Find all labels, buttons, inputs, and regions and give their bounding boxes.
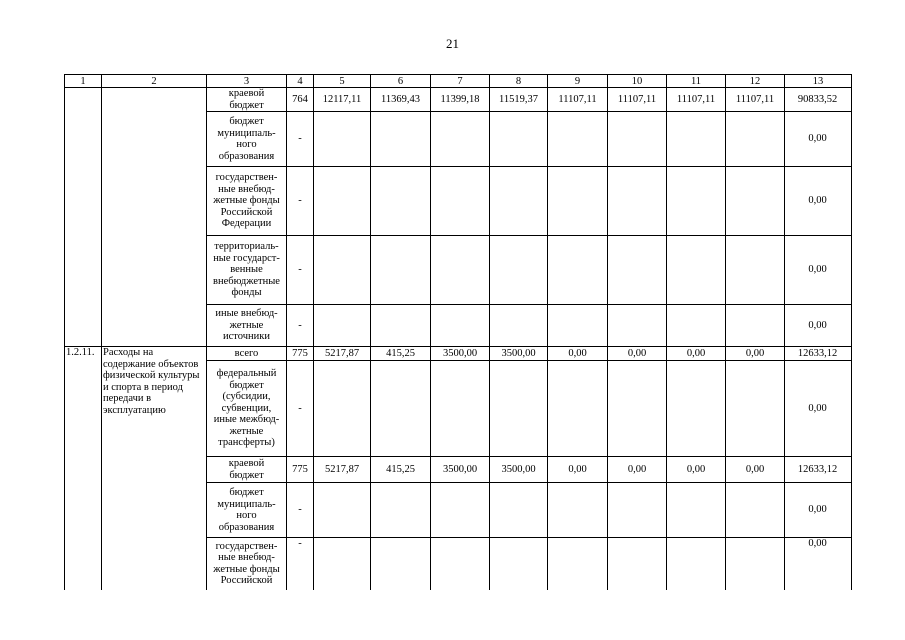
column-header: 13 <box>785 75 852 88</box>
value-cell <box>431 361 490 457</box>
value-cell <box>726 236 785 305</box>
value-cell <box>726 483 785 538</box>
value-cell <box>548 236 608 305</box>
value-cell: 0,00 <box>667 347 726 361</box>
value-cell <box>371 112 431 167</box>
item-number: 1.2.11. <box>65 347 102 590</box>
code-cell: 764 <box>287 88 314 112</box>
value-cell: 0,00 <box>608 457 667 483</box>
total-cell: 0,00 <box>785 483 852 538</box>
funding-source: всего <box>207 347 287 361</box>
column-header: 8 <box>490 75 548 88</box>
value-cell: 11107,11 <box>608 88 667 112</box>
value-cell <box>314 167 371 236</box>
total-cell: 0,00 <box>785 112 852 167</box>
value-cell <box>548 167 608 236</box>
value-cell <box>314 538 371 590</box>
column-header: 7 <box>431 75 490 88</box>
value-cell <box>667 112 726 167</box>
value-cell <box>490 361 548 457</box>
value-cell <box>726 361 785 457</box>
value-cell: 12117,11 <box>314 88 371 112</box>
value-cell <box>314 305 371 347</box>
value-cell: 11399,18 <box>431 88 490 112</box>
funding-source: федеральный бюджет (субсидии, субвенции, иные межбюд- жетные трансферты) <box>207 361 287 457</box>
value-cell: 11369,43 <box>371 88 431 112</box>
value-cell: 3500,00 <box>490 457 548 483</box>
column-header: 12 <box>726 75 785 88</box>
column-header: 4 <box>287 75 314 88</box>
total-cell: 0,00 <box>785 236 852 305</box>
value-cell <box>314 483 371 538</box>
column-header: 9 <box>548 75 608 88</box>
value-cell <box>726 167 785 236</box>
value-cell: 11107,11 <box>667 88 726 112</box>
value-cell: 0,00 <box>667 457 726 483</box>
value-cell <box>608 361 667 457</box>
item-name-cell <box>102 88 207 347</box>
funding-source: бюджет муниципаль- ного образования <box>207 483 287 538</box>
value-cell <box>608 305 667 347</box>
value-cell <box>667 483 726 538</box>
value-cell <box>726 112 785 167</box>
value-cell <box>371 167 431 236</box>
code-cell: 775 <box>287 347 314 361</box>
item-number-cell <box>65 88 102 347</box>
value-cell <box>371 483 431 538</box>
value-cell <box>548 305 608 347</box>
value-cell <box>548 112 608 167</box>
value-cell <box>667 361 726 457</box>
value-cell: 11107,11 <box>726 88 785 112</box>
value-cell <box>314 361 371 457</box>
funding-source: иные внебюд- жетные источники <box>207 305 287 347</box>
value-cell <box>726 305 785 347</box>
code-cell: - <box>287 167 314 236</box>
value-cell: 0,00 <box>608 347 667 361</box>
value-cell: 0,00 <box>726 347 785 361</box>
total-cell: 0,00 <box>785 305 852 347</box>
total-cell: 12633,12 <box>785 347 852 361</box>
column-header: 2 <box>102 75 207 88</box>
column-header: 6 <box>371 75 431 88</box>
value-cell <box>371 236 431 305</box>
page-number: 21 <box>446 36 459 51</box>
table-row <box>65 88 852 112</box>
funding-source: государствен- ные внебюд- жетные фонды Российской <box>207 538 287 590</box>
value-cell <box>371 361 431 457</box>
value-cell: 3500,00 <box>431 457 490 483</box>
value-cell <box>431 236 490 305</box>
value-cell <box>490 167 548 236</box>
column-header: 3 <box>207 75 287 88</box>
total-cell: 90833,52 <box>785 88 852 112</box>
column-header: 5 <box>314 75 371 88</box>
value-cell: 5217,87 <box>314 347 371 361</box>
code-cell: - <box>287 112 314 167</box>
value-cell <box>490 236 548 305</box>
value-cell: 3500,00 <box>490 347 548 361</box>
value-cell: 0,00 <box>726 457 785 483</box>
value-cell <box>490 112 548 167</box>
code-cell: - <box>287 305 314 347</box>
value-cell: 11519,37 <box>490 88 548 112</box>
value-cell <box>608 236 667 305</box>
funding-source: бюджет муниципаль- ного образования <box>207 112 287 167</box>
column-header: 1 <box>65 75 102 88</box>
total-cell: 0,00 <box>785 361 852 457</box>
total-cell: 0,00 <box>785 167 852 236</box>
funding-source: территориаль- ные государст- венные внебюджетные фонды <box>207 236 287 305</box>
value-cell <box>314 236 371 305</box>
column-header: 11 <box>667 75 726 88</box>
table-header-row <box>65 75 852 88</box>
value-cell <box>667 305 726 347</box>
value-cell <box>608 112 667 167</box>
value-cell: 5217,87 <box>314 457 371 483</box>
value-cell: 11107,11 <box>548 88 608 112</box>
value-cell <box>371 305 431 347</box>
value-cell <box>548 361 608 457</box>
value-cell <box>667 538 726 590</box>
code-cell: - <box>287 236 314 305</box>
total-cell: 0,00 <box>785 538 852 590</box>
value-cell <box>431 538 490 590</box>
budget-table <box>64 74 852 590</box>
value-cell <box>608 538 667 590</box>
code-cell: - <box>287 483 314 538</box>
value-cell <box>667 236 726 305</box>
value-cell <box>490 305 548 347</box>
value-cell <box>371 538 431 590</box>
funding-source: государствен- ные внебюд- жетные фонды Российской Федерации <box>207 167 287 236</box>
value-cell: 415,25 <box>371 347 431 361</box>
value-cell <box>431 483 490 538</box>
value-cell: 3500,00 <box>431 347 490 361</box>
funding-source: краевой бюджет <box>207 88 287 112</box>
code-cell: 775 <box>287 457 314 483</box>
value-cell <box>548 538 608 590</box>
value-cell <box>431 112 490 167</box>
value-cell <box>431 167 490 236</box>
value-cell <box>608 167 667 236</box>
value-cell <box>490 538 548 590</box>
total-cell: 12633,12 <box>785 457 852 483</box>
value-cell <box>490 483 548 538</box>
funding-source: краевой бюджет <box>207 457 287 483</box>
value-cell: 0,00 <box>548 347 608 361</box>
value-cell <box>548 483 608 538</box>
code-cell: - <box>287 538 314 590</box>
code-cell: - <box>287 361 314 457</box>
value-cell <box>431 305 490 347</box>
item-name: Расходы на содержание объектов физической культуры и спорта в период передачи в эксплуатацию <box>102 347 207 590</box>
value-cell: 415,25 <box>371 457 431 483</box>
column-header: 10 <box>608 75 667 88</box>
value-cell <box>726 538 785 590</box>
value-cell <box>667 167 726 236</box>
table-row <box>65 347 852 361</box>
value-cell <box>314 112 371 167</box>
value-cell: 0,00 <box>548 457 608 483</box>
value-cell <box>608 483 667 538</box>
